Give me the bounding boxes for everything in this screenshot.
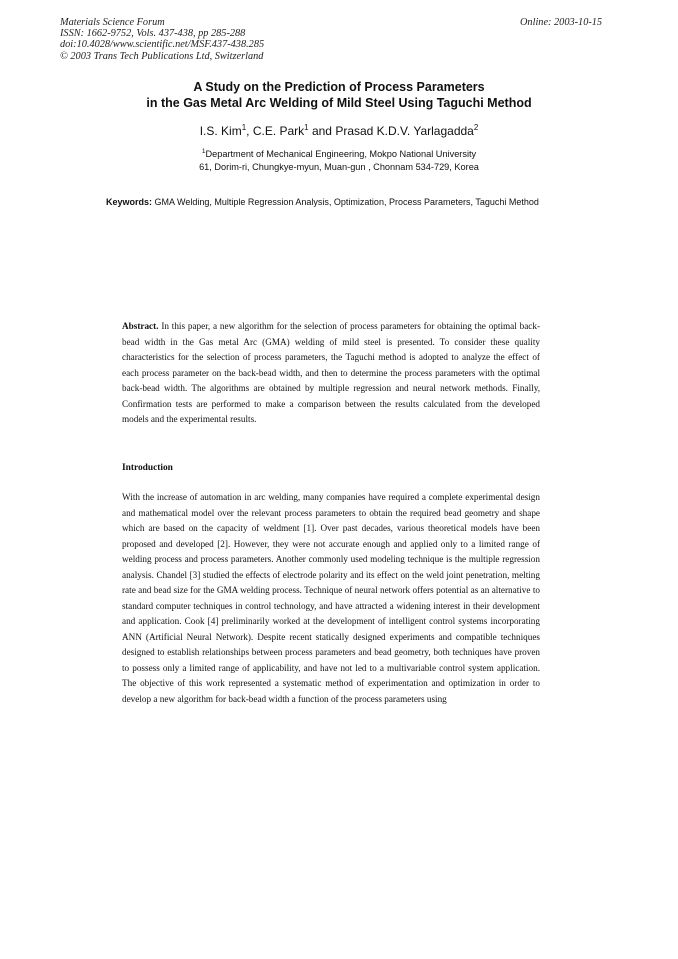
journal-name: Materials Science Forum	[60, 17, 165, 28]
abstract-text: In this paper, a new algorithm for the selection of process parameters for obtaining the optimal back-bead width in the Gas metal Arc (GMA) welding of mild steel is presented. To consider these quality characteristics for the selection of process parameters, the Taguchi method is adopted to analyze the effect of each process parameter on the back-bead width, and then to determine the process parameters with the optimal back-bead width. The algorithms are obtained by multiple regression and neural network methods. Finally, Confirmation tests are performed to make a comparison between the results calculated from the developed models and the experimental results.	[122, 321, 540, 424]
affiliation-line-1	[100, 149, 578, 159]
keywords-block	[106, 196, 556, 208]
section-heading-introduction: Introduction	[122, 463, 173, 473]
paper-title-line-1: A Study on the Prediction of Process Parameters	[193, 80, 485, 94]
affiliation-marker: 2	[473, 123, 479, 132]
affiliation-marker: 1	[241, 123, 247, 132]
keywords-label: Keywords:	[106, 197, 153, 207]
author-list	[100, 124, 578, 138]
doi-link[interactable]: doi:10.4028/www.scientific.net/MSF.437-438.285	[60, 39, 265, 51]
affiliation-address: 61, Dorim-ri, Chungkye-myun, Muan-gun , Chonnam 534-729, Korea	[199, 162, 479, 172]
issn-line: ISSN: 1662-9752, Vols. 437-438, pp 285-288	[60, 28, 246, 40]
keywords-text: GMA Welding, Multiple Regression Analysis, Optimization, Process Parameters, Taguchi Method	[152, 197, 539, 207]
online-date: Online: 2003-10-15	[520, 17, 603, 28]
affiliation-marker: 1	[201, 148, 206, 155]
abstract-label: Abstract.	[122, 321, 159, 331]
author-name: and Prasad K.D.V. Yarlagadda	[308, 124, 474, 138]
abstract-block	[122, 319, 540, 428]
journal-metadata	[60, 17, 264, 62]
paper-title-line-2: in the Gas Metal Arc Welding of Mild Steel Using Taguchi Method	[146, 96, 532, 110]
affiliation-marker: 1	[304, 123, 309, 132]
author-name: , C.E. Park	[246, 124, 305, 138]
copyright-line: © 2003 Trans Tech Publications Ltd, Switzerland	[60, 50, 264, 62]
affiliation-department: Department of Mechanical Engineering, Mokpo National University	[205, 149, 477, 159]
author-name: I.S. Kim	[199, 124, 242, 138]
introduction-paragraph: With the increase of automation in arc welding, many companies have required a complete experimental design and mathematical model over the relevant process parameters to obtain the required bead geometry and shape which are based on the capacity of weldment [1]. Over past decades, various theoretical models have been proposed and developed [2]. However, they were not accurate enough and applied only to a limited range of welding process and process parameters. Another commonly used modeling technique is the multiple regression analysis. Chandel [3] studied the effects of electrode polarity and its effect on the weld joint penetration, melting rate and bead size for the GMA welding process. Technique of neural network offers potential as an alternative to standard computer techniques in control technology, and have attracted a widening interest in their development and application. Cook [4] preliminarily worked at the development of intelligent control systems incorporating ANN (Artificial Neural Network). Despite recent statically designed experiments and compatible techniques designed to establish relationships between process parameters and bead geometry, both techniques have proven to possess only a limited range of applicability, and have not led to a multivariable control system application. The objective of this work represented a systematic method of experimentation and optimization in order to develop a new algorithm for back-bead width a function of the process parameters using	[122, 492, 540, 704]
